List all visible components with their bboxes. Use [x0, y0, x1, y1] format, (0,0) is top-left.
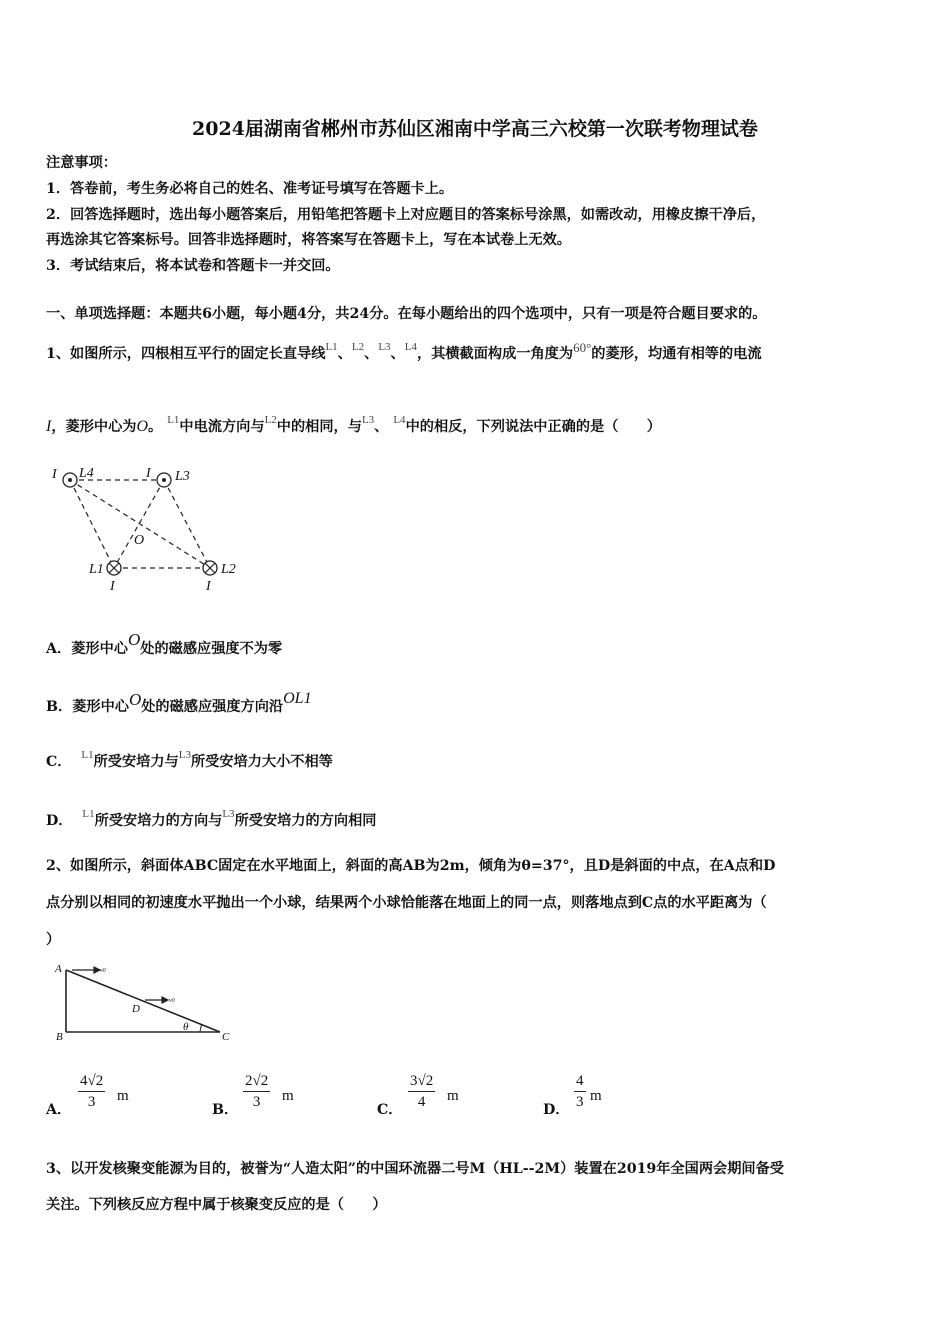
option-unit: m: [282, 1088, 294, 1104]
fraction-denominator: 3: [252, 1094, 261, 1110]
incline-side-ac: [66, 970, 220, 1032]
option-label: D．: [543, 1102, 570, 1118]
q1-angle: 60°: [573, 340, 592, 355]
q1-text: 中的相反，下列说法中正确的是（ ）: [405, 419, 661, 435]
fraction-numerator: 4√2: [78, 1073, 105, 1092]
notice-item-2b: 再选涂其它答案标号。回答非选择题时，将答案写在答题卡上，写在本试卷上无效。: [46, 232, 571, 248]
option-text: 处的磁感应强度方向沿: [141, 699, 284, 715]
q1-sep: 、: [374, 419, 389, 435]
rhombus-diagonal-long: [70, 480, 210, 568]
option-fraction: [408, 1073, 435, 1111]
q1-text: 的菱形，均通有相等的电流: [591, 346, 762, 362]
notice-item-2a: 2．回答选择题时，选出每小题答案后，用铅笔把答题卡上对应题目的答案标号涂黑，如需改动，用橡皮擦干净后，: [46, 207, 766, 223]
option-unit: m: [447, 1088, 459, 1104]
q1-option-d[interactable]: [46, 808, 376, 830]
fig-label-c: C: [222, 1031, 230, 1043]
page-title: 2024届湖南省郴州市苏仙区湘南中学高三六校第一次联考物理试卷: [192, 118, 758, 140]
q1-text: 。: [148, 419, 163, 435]
fig-label-i-l2: I: [206, 579, 211, 594]
option-unit: m: [590, 1088, 602, 1104]
option-text: 菱形中心: [72, 699, 129, 715]
q1-stem-line2: [46, 414, 661, 436]
q1-l1: L1: [325, 341, 338, 353]
q1-sep: 、: [364, 346, 379, 362]
fraction-denominator: 3: [87, 1094, 96, 1110]
wire-l2-cross-icon: [203, 561, 217, 575]
option-label: D．: [46, 813, 73, 829]
wire-l4-dot-icon: [63, 473, 77, 487]
q1-l3: L3: [178, 749, 191, 761]
q1-stem-line1: [46, 340, 762, 363]
option-fraction: [243, 1073, 270, 1111]
angle-arc: [200, 1024, 202, 1032]
option-text: 所受安培力大小不相等: [190, 754, 333, 770]
q1-text: ，其横截面构成一角度为: [416, 346, 574, 362]
option-unit: m: [117, 1088, 129, 1104]
fig-label-v0-a: v0: [100, 968, 106, 974]
q1-sep: 、: [337, 346, 352, 362]
q1-l3: L3: [222, 808, 235, 820]
q1-l1: L1: [167, 414, 180, 426]
fig-label-i-l4: I: [52, 467, 57, 482]
fig-label-d: D: [132, 1003, 140, 1015]
fraction-numerator: 2√2: [243, 1073, 270, 1092]
option-text: 处的磁感应强度不为零: [140, 641, 283, 657]
fig-label-b: B: [56, 1031, 63, 1043]
q1-l2: L2: [351, 341, 365, 353]
q1-l2: L2: [264, 414, 277, 426]
notice-item-3: 3．考试结束后，将本试卷和答题卡一并交回。: [46, 258, 340, 274]
q2-incline-figure: [50, 960, 240, 1045]
option-label: C．: [377, 1102, 403, 1118]
q1-l4: L4: [404, 341, 417, 353]
rhombus-edge-right: [164, 480, 210, 568]
symbol-ol1: OL1: [283, 690, 312, 707]
option-fraction: [78, 1073, 105, 1111]
q3-stem-line1: 3、以开发核聚变能源为目的，被誉为“人造太阳”的中国环流器二号M（HL--2M）装置在2019年全国两会期间备受: [46, 1161, 784, 1177]
arrow-head-d-icon: [162, 997, 168, 1003]
q1-option-b[interactable]: [46, 690, 312, 716]
notice-item-1: 1．答卷前，考生务必将自己的姓名、准考证号填写在答题卡上。: [46, 181, 454, 197]
q1-l3: L3: [378, 341, 391, 353]
fig-label-theta: θ: [183, 1021, 189, 1033]
q1-option-a[interactable]: [46, 630, 282, 658]
option-label: A．: [46, 1102, 72, 1118]
fig-label-a: A: [55, 963, 62, 975]
q1-current: I: [46, 418, 52, 435]
rhombus-edge-left: [70, 480, 114, 568]
fig-label-l3: L3: [175, 469, 190, 484]
q1-text: ，菱形中心为: [51, 419, 137, 435]
q1-text: 1、如图所示，四根相互平行的固定长直导线: [46, 346, 326, 362]
fig-label-o: O: [134, 533, 145, 548]
option-label: C．: [46, 754, 72, 770]
fraction-denominator: 3: [576, 1094, 584, 1110]
q1-l3: L3: [361, 414, 375, 426]
fraction-denominator: 4: [417, 1094, 426, 1110]
wire-l1-cross-icon: [107, 561, 121, 575]
fig-label-i-l3: I: [146, 466, 151, 481]
option-text: 菱形中心: [71, 641, 128, 657]
q3-stem-line2: 关注。下列核反应方程中属于核聚变反应的是（ ）: [46, 1197, 387, 1213]
fraction-numerator: 4: [574, 1073, 586, 1092]
section-heading: 一、单项选择题：本题共6小题，每小题4分，共24分。在每小题给出的四个选项中，只有一项是符合题目要求的。: [46, 306, 767, 322]
option-text: 所受安培力与: [93, 754, 179, 770]
q1-l4: L4: [393, 414, 406, 426]
fig-label-i-l1: I: [110, 579, 115, 594]
option-fraction: [574, 1073, 586, 1111]
symbol-o: O: [127, 630, 141, 649]
q1-text: 中电流方向与: [179, 419, 265, 435]
option-label: B．: [46, 699, 73, 715]
fig-label-l4: L4: [79, 466, 94, 481]
option-text: 所受安培力的方向相同: [234, 813, 377, 829]
q2-stem-line2: 点分别以相同的初速度水平抛出一个小球，结果两个小球恰能落在地面上的同一点，则落地点到C点的水平距离为（: [46, 895, 767, 911]
q2-stem-line1: 2、如图所示，斜面体ABC固定在水平地面上，斜面的高AB为2m，倾角为θ=37°，且D是斜面的中点，在A点和D: [46, 858, 776, 874]
fig-label-l2: L2: [221, 562, 236, 577]
q1-center: O: [136, 418, 149, 435]
q1-text: 中的相同，与: [276, 419, 362, 435]
option-text: 所受安培力的方向与: [94, 813, 223, 829]
wire-l3-dot-icon: [157, 473, 171, 487]
q1-option-c[interactable]: [46, 749, 333, 771]
notice-heading: 注意事项：: [46, 155, 117, 171]
option-label: B．: [212, 1102, 239, 1118]
symbol-o: O: [128, 690, 142, 709]
q1-sep: 、: [390, 346, 405, 362]
q2-stem-line3: ）: [46, 932, 61, 948]
option-label: A．: [46, 641, 72, 657]
q1-l1: L1: [82, 808, 95, 820]
q1-l1: L1: [81, 749, 94, 761]
q1-rhombus-figure: [46, 460, 256, 595]
fig-label-l1: L1: [89, 562, 104, 577]
fraction-numerator: 3√2: [408, 1073, 435, 1092]
fig-label-v0-d: v0: [169, 998, 175, 1004]
